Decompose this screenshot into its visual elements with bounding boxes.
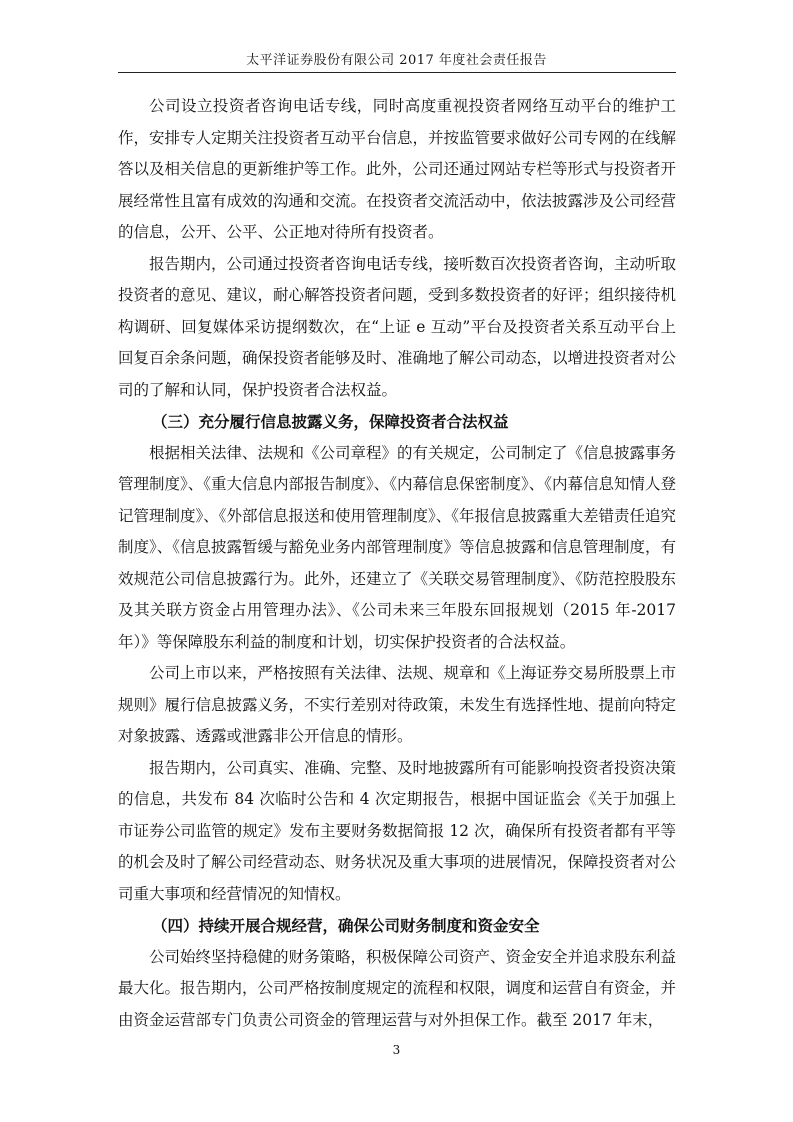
paragraph-listing-compliance: 公司上市以来，严格按照有关法律、法规、规章和《上海证券交易所股票上市规则》履行信息披露义务，不实行差别对待政策，未发生有选择性地、提前向特定对象披露、透露或泄露非公开信息的情形。	[118, 664, 677, 745]
paragraph-financial-strategy: 公司始终坚持稳健的财务策略，积极保障公司资产、资金安全并追求股东利益最大化。报告期内，公司严格按制度规定的流程和权限，调度和运营自有资金，并由资金运营部专门负责公司资金的管理运营与对外担保工作。截至 2017 年末，	[118, 947, 677, 1029]
paragraph-announcements: 报告期内，公司真实、准确、完整、及时地披露所有可能影响投资者投资决策的信息，共发布 84 次临时公告和 4 次定期报告，根据中国证监会《关于加强上市证券公司监管的规定》发布主要财务数据简报 12 次，确保所有投资者都有平等的机会及时了解公司经营动态、财务状况及重大事项的进展情况，保障投资者对公司重大事项和经营情况的知情权。	[118, 758, 677, 903]
page-number: 3	[392, 1043, 401, 1057]
paragraph-reporting-period-communication: 报告期内，公司通过投资者咨询电话专线，接听数百次投资者咨询，主动听取投资者的意见、建议，耐心解答投资者问题，受到多数投资者的好评；组织接待机构调研、回复媒体采访提纲数次，在“上证 e 互动”平台及投资者关系互动平台上回复百余条问题，确保投资者能够及时、准确地了解公司动态，以增进投资者对公司的了解和认同，保护投资者合法权益。	[118, 254, 677, 399]
paragraph-disclosure-regulations: 根据相关法律、法规和《公司章程》的有关规定，公司制定了《信息披露事务管理制度》、《重大信息内部报告制度》、《内幕信息保密制度》、《内幕信息知情人登记管理制度》、《外部信息报送和使用管理制度》、《年报信息披露重大差错责任追究制度》、《信息披露暂缓与豁免业务内部管理制度》等信息披露和信息管理制度，有效规范公司信息披露行为。此外，还建立了《关联交易管理制度》、《防范控股股东及其关联方资金占用管理办法》、《公司未来三年股东回报规划（2015 年-2017 年）》等保障股东利益的制度和计划，切实保护投资者的合法权益。	[118, 443, 677, 651]
document-body	[118, 91, 676, 1036]
section-heading-information-disclosure: （三）充分履行信息披露义务，保障投资者合法权益	[152, 412, 509, 431]
page-header-title: 太平洋证券股份有限公司 2017 年度社会责任报告	[246, 53, 547, 68]
paragraph-investor-hotline: 公司设立投资者咨询电话专线，同时高度重视投资者网络互动平台的维护工作，安排专人定期关注投资者互动平台信息，并按监管要求做好公司专网的在线解答以及相关信息的更新维护等工作。此外，公司还通过网站专栏等形式与投资者开展经常性且富有成效的沟通和交流。在投资者交流活动中，依法披露涉及公司经营的信息，公开、公平、公正地对待所有投资者。	[118, 97, 677, 241]
section-heading-compliant-operation: （四）持续开展合规经营，确保公司财务制度和资金安全	[152, 916, 540, 935]
header-divider	[118, 72, 676, 73]
